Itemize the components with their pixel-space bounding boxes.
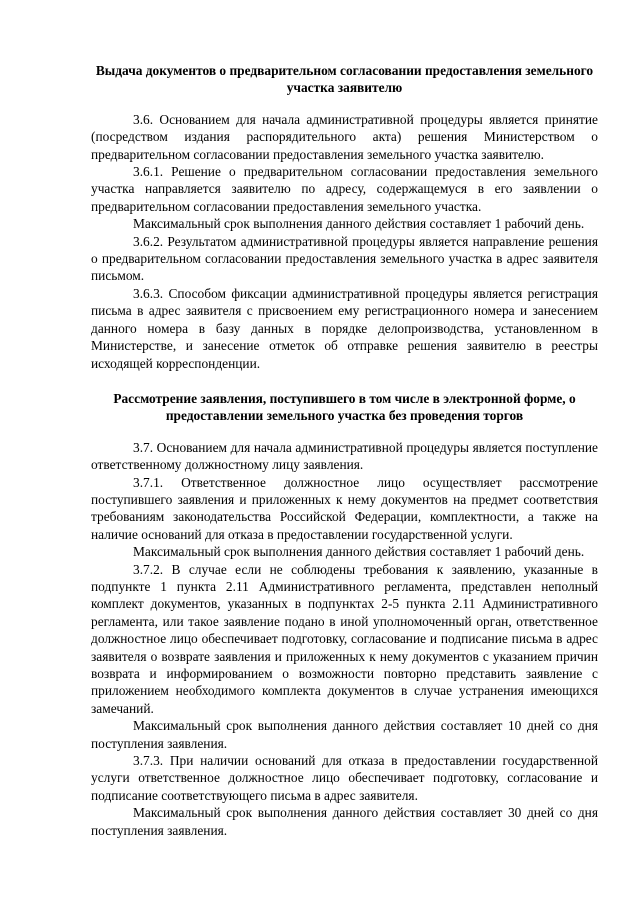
paragraph-deadline: Максимальный срок выполнения данного действия составляет 1 рабочий день. [133,544,585,560]
paragraph-3-7-2: 3.7.2. В случае если не соблюдены требования к заявлению, указанные в подпункте 1 пункта 2.11 Административного регламента, представлен неполный комплект документов, указанных в подпунктах 2-5 пункта 2.11 Административного регламента, или такое заявление подано в иной уполномоченный орган, ответственное должностное лицо обеспечивает подготовку, согласование и подписание письма в адрес заявителя о возврате заявления и приложенных к нему документов с указанием причин возврата и информированием о возможности повторно представить заявление с приложением необходимого комплекта документов в случае устранения имеющихся замечаний. [91,561,598,716]
section-heading: Рассмотрение заявления, поступившего в том числе в электронной форме, о предоставлении земельного участка без проведения торгов [113,390,576,424]
paragraph-3-7: 3.7. Основанием для начала административной процедуры является поступление ответственному должностному лицу заявления. [91,439,598,473]
paragraph-3-6-1: 3.6.1. Решение о предварительном согласовании предоставления земельного участка направляется заявителю по адресу, содержащемуся в его заявлении о предварительном согласовании предоставления земельного участка. [91,164,598,214]
paragraph-3-7-1: 3.7.1. Ответственное должностное лицо осуществляет рассмотрение поступившего заявления и приложенных к нему документов на предмет соответствия требованиям законодательства Российской Федерации, комплектности, а также на наличие оснований для отказа в предоставлении государственной услуги. [91,474,598,542]
paragraph-deadline: Максимальный срок выполнения данного действия составляет 10 дней со дня поступления заявления. [91,718,598,751]
section-2-body [91,439,598,839]
paragraph-3-7-3: 3.7.3. При наличии оснований для отказа в предоставлении государственной услуги ответственное должностное лицо обеспечивает подготовку, согласование и подписание соответствующего письма в адрес заявителя. [91,753,598,803]
section-1-body [91,111,598,372]
paragraph-deadline: Максимальный срок выполнения данного действия составляет 1 рабочий день. [133,216,585,232]
paragraph-3-6: 3.6. Основанием для начала административной процедуры является принятие (посредством издания распорядительного акта) решения Министерством о предварительном согласовании предоставления земельного участка заявителю. [91,111,598,162]
paragraph-deadline: Максимальный срок выполнения данного действия составляет 30 дней со дня поступления заявления. [91,805,598,838]
paragraph-3-6-2: 3.6.2. Результатом административной процедуры является направление решения о предварительном согласовании предоставления земельного участка в адрес заявителя письмом. [91,233,598,284]
section-heading: Выдача документов о предварительном согласовании предоставления земельного участка заявителю [95,63,594,96]
paragraph-3-6-3: 3.6.3. Способом фиксации административной процедуры является регистрация письма в адрес заявителя с присвоением ему регистрационного номера и занесением данного номера в базу данных в порядке делопроизводства, установленном в Министерстве, и занесение отметок об отправке решения заявителю в реестры исходящей корреспонденции. [91,285,598,371]
